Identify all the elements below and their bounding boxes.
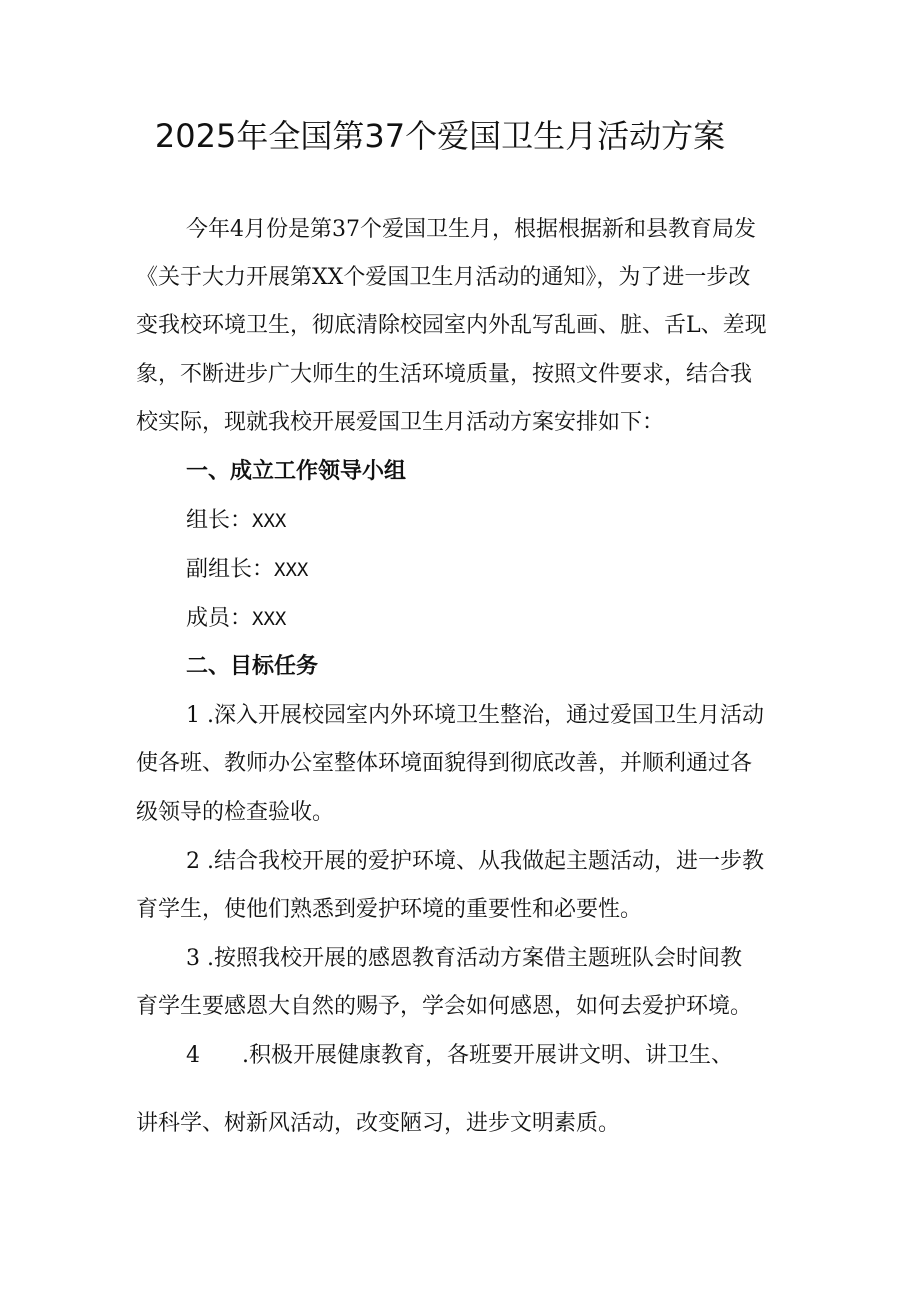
members-label: 成员： [186,606,253,631]
section-2-heading: 二、目标任务 [186,654,319,679]
document-title: 2025年全国第37个爱国卫生月活动方案 [154,117,726,155]
members-line [186,603,286,635]
members-value: XXX [252,608,287,630]
task-item-1-line-1: 1 .深入开展校园室内外环境卫生整治，通过爱国卫生月活动 [186,703,764,728]
deputy-label: 副组长： [186,557,275,582]
task-item-2-line-1: 2 .结合我校开展的爱护环境、从我做起主题活动，进一步教 [186,849,764,874]
task-item-3-line-1: 3 .按照我校开展的感恩教育活动方案借主题班队会时间教 [186,946,742,971]
section-1-heading: 一、成立工作领导小组 [186,459,407,484]
intro-line-4: 象，不断进步广大师生的生活环境质量，按照文件要求，结合我 [136,362,753,387]
intro-line-2: 《关于大力开展第XX个爱国卫生月活动的通知》，为了进一步改 [136,265,751,290]
leader-line [186,505,286,537]
leader-value: XXX [252,510,287,532]
intro-line-3: 变我校环境卫生，彻底清除校园室内外乱写乱画、脏、舌L、差现 [136,313,767,338]
leader-label: 组长： [186,508,253,533]
intro-line-5: 校实际，现就我校开展爱国卫生月活动方案安排如下： [136,410,665,435]
task-item-2-line-2: 育学生，使他们熟悉到爱护环境的重要性和必要性。 [136,897,643,922]
task-item-1-line-2: 使各班、教师办公室整体环境面貌得到彻底改善，并顺利通过各 [136,751,753,776]
intro-line-1: 今年4月份是第37个爱国卫生月，根据根据新和县教育局发 [186,217,756,242]
deputy-line [186,554,308,586]
task-item-3-line-2: 育学生要感恩大自然的赐予，学会如何感恩，如何去爱护环境。 [136,994,753,1019]
task-item-4-text: .积极开展健康教育，各班要开展讲文明、讲卫生、 [242,1043,733,1068]
deputy-value: XXX [274,559,309,581]
task-item-1-line-3: 级领导的检查验收。 [136,800,335,825]
task-item-4-number: 4 [186,1043,200,1068]
task-item-4-line-2: 讲科学、树新风活动，改变陋习，进步文明素质。 [136,1111,621,1136]
task-item-4-line-1 [186,1040,733,1072]
